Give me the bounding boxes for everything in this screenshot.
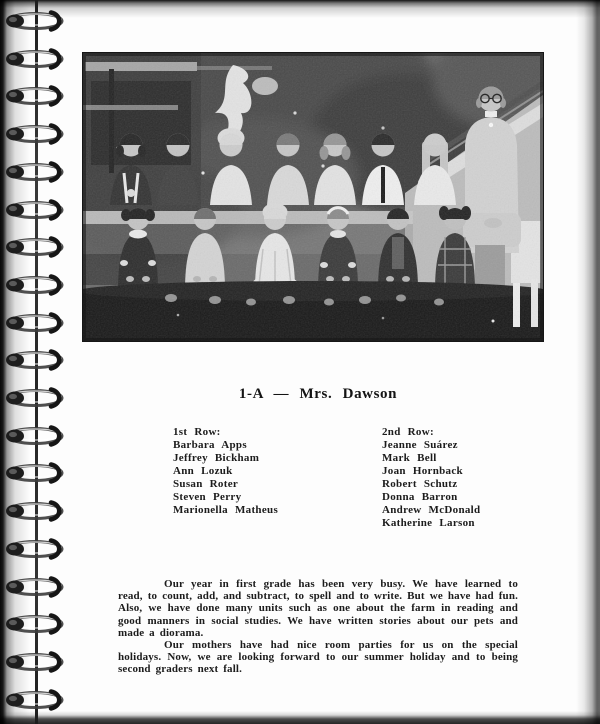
student-name: Steven Perry — [173, 491, 242, 503]
spiral-ring-icon — [4, 538, 66, 560]
spiral-ring-icon — [4, 576, 66, 598]
second-row-header: 2nd Row: — [382, 426, 434, 438]
student-name: Andrew McDonald — [382, 504, 481, 516]
spiral-ring-icon — [4, 387, 66, 409]
spiral-ring-icon — [4, 500, 66, 522]
student-name: Mark Bell — [382, 452, 437, 464]
spiral-ring-icon — [4, 48, 66, 70]
page-title: 1-A — Mrs. Dawson — [238, 386, 398, 402]
spiral-ring-icon — [4, 274, 66, 296]
spiral-ring-icon — [4, 613, 66, 635]
spiral-ring-icon — [4, 425, 66, 447]
scan-border-bottom — [0, 711, 600, 724]
class-photo — [82, 52, 544, 342]
summary-paragraph-1: Our year in first grade has been very busy. We have learned to read, to count, add, and subtract, to spell and to write. But we have had fun. Also, we have done many units such as one about the farm in reading and good manners in social studies. We have written stories about our pets and made a diorama. — [118, 578, 518, 639]
student-name: Katherine Larson — [382, 517, 475, 529]
student-name: Ann Lozuk — [173, 465, 233, 477]
scan-border-right — [576, 0, 600, 724]
scan-border-top — [0, 0, 600, 18]
second-row-list — [382, 426, 480, 530]
class-summary — [118, 578, 518, 676]
spiral-ring-icon — [4, 462, 66, 484]
spiral-ring-icon — [4, 236, 66, 258]
student-name: Jeffrey Bickham — [173, 452, 260, 464]
student-name: Barbara Apps — [173, 439, 247, 451]
spiral-ring-icon — [4, 10, 66, 32]
spiral-ring-icon — [4, 123, 66, 145]
student-name: Joan Hornback — [382, 465, 463, 477]
summary-paragraph-2: Our mothers have had nice room parties for us on the special holidays. Now, we are looking forward to our summer holiday and to being second graders next fall. — [118, 639, 518, 676]
spiral-ring-icon — [4, 349, 66, 371]
student-name: Marionella Matheus — [173, 504, 279, 516]
spiral-ring-icon — [4, 85, 66, 107]
first-row-list — [173, 426, 278, 517]
spiral-ring-icon — [4, 651, 66, 673]
spiral-ring-icon — [4, 689, 66, 711]
student-name: Jeanne Suárez — [382, 439, 458, 451]
class-photo-graphic — [83, 53, 543, 341]
spiral-ring-icon — [4, 312, 66, 334]
spiral-ring-icon — [4, 161, 66, 183]
first-row-header: 1st Row: — [173, 426, 221, 438]
student-name: Susan Roter — [173, 478, 239, 490]
student-name: Donna Barron — [382, 491, 458, 503]
student-name: Robert Schutz — [382, 478, 458, 490]
spiral-ring-icon — [4, 199, 66, 221]
